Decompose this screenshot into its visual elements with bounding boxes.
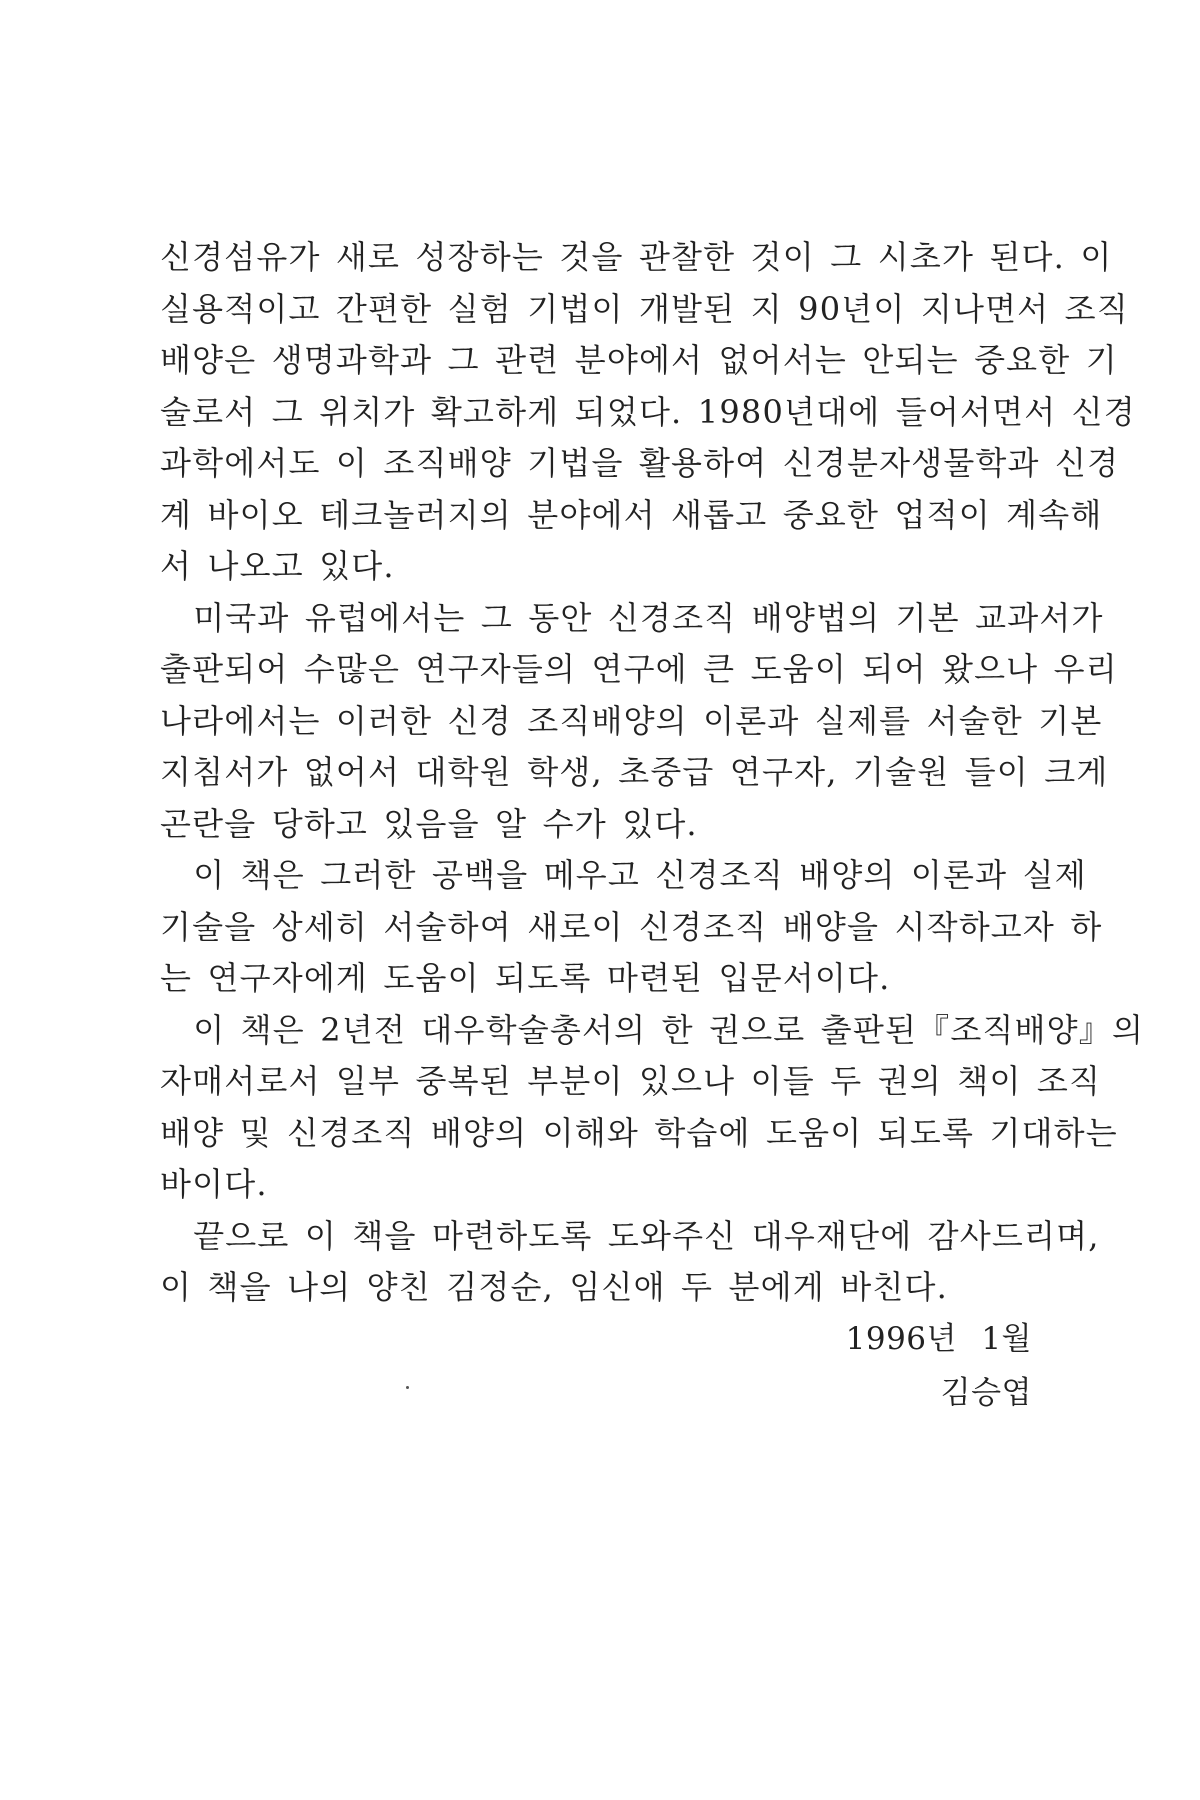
text-line: 계 바이오 테크놀러지의 분야에서 새롭고 중요한 업적이 계속해 [160, 495, 1103, 534]
text-line: 이 책은 그러한 공백을 메우고 신경조직 배양의 이론과 실제 [160, 856, 1087, 894]
signature-date: 1996년 1월 [845, 1321, 1032, 1357]
text-line: 자매서로서 일부 중복된 부분이 있으나 이들 두 권의 책이 조직 [160, 1062, 1102, 1100]
text-line: 곤란을 당하고 있음을 알 수가 있다. [160, 804, 698, 843]
text-line: 기술을 상세히 서술하여 새로이 신경조직 배양을 시작하고자 하 [160, 907, 1103, 946]
text-line: 바이다. [160, 1165, 268, 1203]
text-line: 배양은 생명과학과 그 관련 분야에서 없어서는 안되는 중요한 기 [160, 341, 1118, 379]
text-line: 술로서 그 위치가 확고하게 되었다. 1980년대에 들어서면서 신경 [160, 392, 1136, 431]
text-line: 끝으로 이 책을 마련하도록 도와주신 대우재단에 감사드리며, [160, 1216, 1100, 1255]
signature-author: 김승엽 [940, 1375, 1032, 1411]
text-line: 출판되어 수많은 연구자들의 연구에 큰 도움이 되어 왔으나 우리 [160, 650, 1118, 688]
text-line: 과학에서도 이 조직배양 기법을 활용하여 신경분자생물학과 신경 [160, 444, 1120, 482]
signature-block [846, 1312, 1032, 1420]
preface-body [160, 232, 1145, 1314]
text-line: 신경섬유가 새로 성장하는 것을 관찰한 것이 그 시초가 된다. 이 [160, 238, 1113, 276]
scan-speck [406, 1386, 409, 1389]
text-line: 나라에서는 이러한 신경 조직배양의 이론과 실제를 서술한 기본 [160, 701, 1103, 740]
text-line: 실용적이고 간편한 실험 기법이 개발된 지 90년이 지나면서 조직 [160, 289, 1129, 328]
text-line: 이 책을 나의 양친 김정순, 임신애 두 분에게 바친다. [160, 1268, 948, 1306]
text-line: 미국과 유럽에서는 그 동안 신경조직 배양법의 기본 교과서가 [160, 598, 1104, 637]
text-line: 지침서가 없어서 대학원 학생, 초중급 연구자, 기술원 들이 크게 [160, 753, 1109, 791]
text-line: 배양 및 신경조직 배양의 이해와 학습에 도움이 되도록 기대하는 [160, 1113, 1118, 1152]
text-line: 는 연구자에게 도움이 되도록 마련된 입문서이다. [160, 959, 891, 997]
text-line: 서 나오고 있다. [160, 547, 395, 585]
text-line: 이 책은 2년전 대우학술총서의 한 권으로 출판된『조직배양』의 [160, 1010, 1145, 1049]
